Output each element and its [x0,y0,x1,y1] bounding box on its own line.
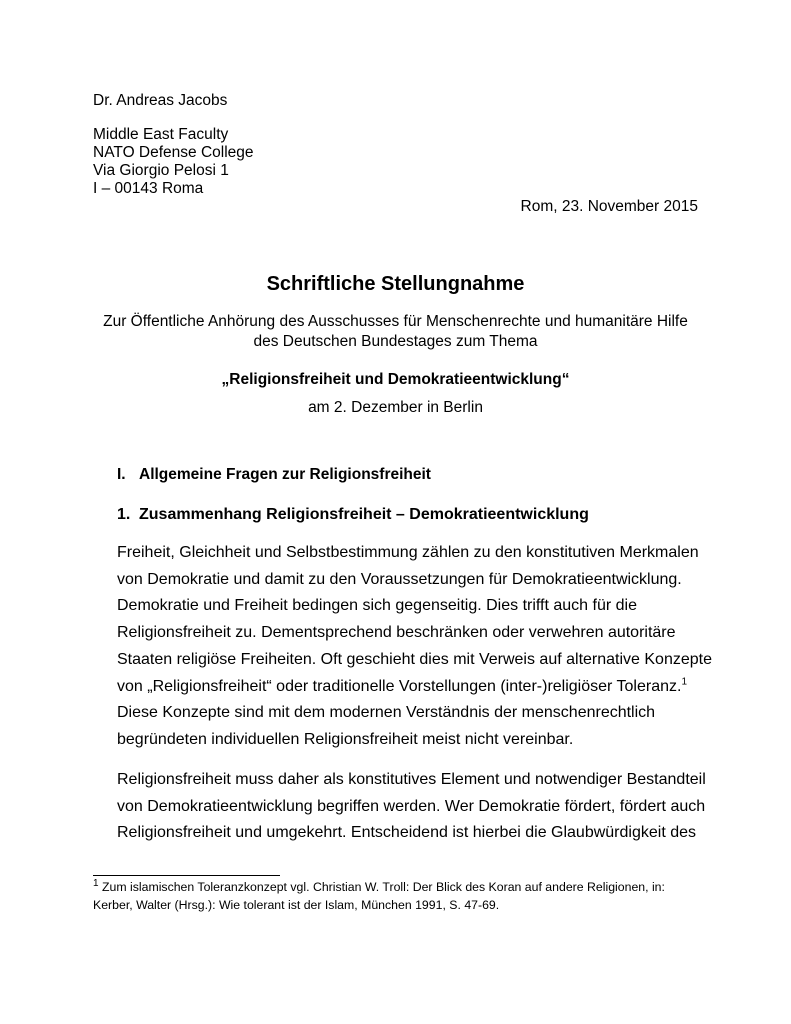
footnote-line [93,879,665,895]
paragraph-line: Demokratie und Freiheit bedingen sich gegenseitig. Dies trifft auch für die [117,597,637,614]
address-line: Middle East Faculty [93,126,229,143]
footnote-number: 1 [93,877,99,889]
paragraph-text: von „Religionsfreiheit“ oder traditionelle Vorstellungen (inter-)religiöser Toleranz. [117,678,682,695]
subtitle-line: des Deutschen Bundestages zum Thema [253,333,538,350]
subtitle-line: Zur Öffentliche Anhörung des Ausschusses für Menschenrechte und humanitäre Hilfe [103,313,688,330]
section-heading [117,465,431,485]
subsection-heading [117,505,589,525]
topic: „Religionsfreiheit und Demokratieentwicklung“ [221,371,570,388]
footnote-separator [93,875,280,876]
section-title: Allgemeine Fragen zur Religionsfreiheit [139,466,431,483]
paragraph-line: von Demokratieentwicklung begriffen werden. Wer Demokratie fördert, fördert auch [117,798,706,815]
event: am 2. Dezember in Berlin [308,399,483,416]
address-line: Via Giorgio Pelosi 1 [93,162,229,179]
paragraph-line: Diese Konzepte sind mit dem modernen Verständnis der menschenrechtlich [117,704,656,721]
subsection-title: Zusammenhang Religionsfreiheit – Demokratieentwicklung [139,506,589,523]
footnote-text: Zum islamischen Toleranzkonzept vgl. Christian W. Troll: Der Blick des Koran auf andere Religionen, in: [101,880,665,894]
footnote-line: Kerber, Walter (Hrsg.): Wie tolerant ist der Islam, München 1991, S. 47-69. [93,898,500,912]
paragraph-line: begründeten individuellen Religionsfreiheit meist nicht vereinbar. [117,731,574,748]
paragraph-line: Religionsfreiheit muss daher als konstitutives Element und notwendiger Bestandteil [117,771,706,788]
subsection-number: 1. [117,506,131,523]
footnote-reference[interactable]: 1 [681,676,687,688]
sender-name: Dr. Andreas Jacobs [93,92,228,109]
paragraph-line: Religionsfreiheit zu. Dementsprechend beschränken oder verwehren autoritäre [117,624,676,641]
paragraph-line [117,677,687,697]
address-line: I – 00143 Roma [93,180,204,197]
paragraph-line: Religionsfreiheit und umgekehrt. Entscheidend ist hierbei die Glaubwürdigkeit des [117,824,696,841]
date: Rom, 23. November 2015 [520,198,698,215]
paragraph-line: Staaten religiöse Freiheiten. Oft geschieht dies mit Verweis auf alternative Konzepte [117,651,712,668]
paragraph-line: von Demokratie und damit zu den Voraussetzungen für Demokratieentwicklung. [117,571,682,588]
paragraph-line: Freiheit, Gleichheit und Selbstbestimmung zählen zu den konstitutiven Merkmalen [117,544,699,561]
address-line: NATO Defense College [93,144,254,161]
section-number: I. [117,466,126,483]
document-title: Schriftliche Stellungnahme [266,273,525,295]
